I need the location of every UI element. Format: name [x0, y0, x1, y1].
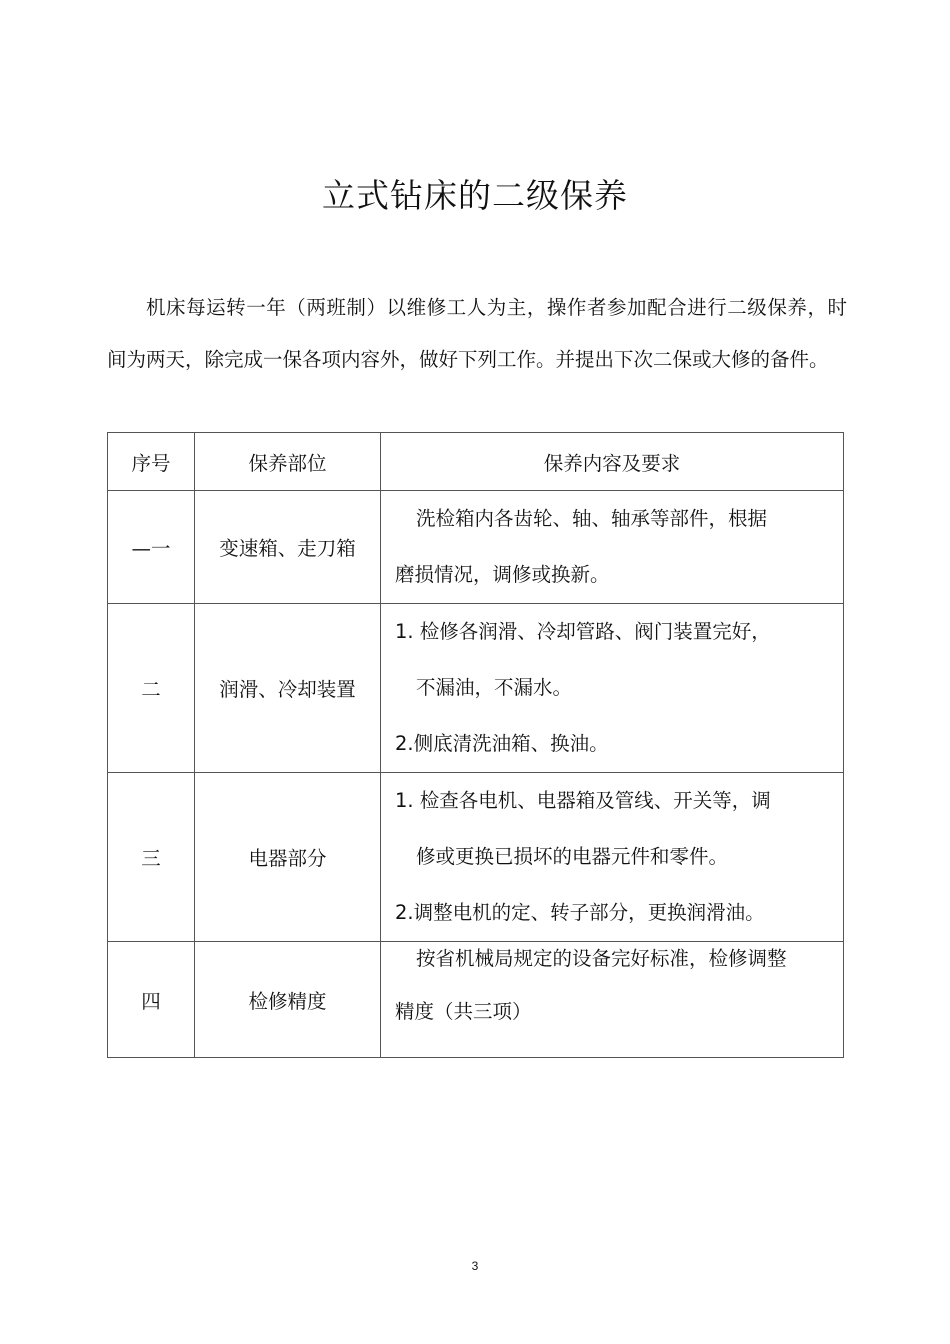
row-content	[381, 942, 844, 1058]
content-line: 1. 检查各电机、电器箱及管线、开关等，调	[395, 789, 771, 812]
intro-paragraph: 机床每运转一年（两班制）以维修工人为主，操作者参加配合进行二级保养，时间为两天，除完成一保各项内容外，做好下列工作。并提出下次二保或大修的备件。	[107, 296, 847, 371]
row-part: 检修精度	[195, 942, 381, 1058]
content-line: 精度（共三项）	[395, 1000, 532, 1023]
content-line: 磨损情况，调修或换新。	[395, 563, 610, 586]
table-row	[108, 773, 844, 942]
row-content	[381, 604, 844, 773]
content-line: 2.侧底清洗油箱、换油。	[395, 732, 609, 755]
content-line: 洗检箱内各齿轮、轴、轴承等部件，根据	[416, 507, 768, 530]
page-number: 3	[471, 1259, 479, 1273]
row-content	[381, 491, 844, 604]
content-line: 不漏油，不漏水。	[416, 676, 573, 699]
table-row	[108, 604, 844, 773]
document-title: 立式钻床的二级保养	[322, 176, 628, 215]
maintenance-table	[107, 432, 844, 1058]
row-number: 三	[108, 773, 195, 942]
header-part: 保养部位	[195, 433, 381, 491]
content-line: 2.调整电机的定、转子部分，更换润滑油。	[395, 901, 765, 924]
content-line: 1. 检修各润滑、冷却管路、阀门装置完好，	[395, 620, 771, 643]
table-row	[108, 491, 844, 604]
header-content: 保养内容及要求	[381, 433, 844, 491]
row-number: 四	[108, 942, 195, 1058]
content-line: 按省机械局规定的设备完好标准，检修调整	[416, 947, 787, 970]
header-number: 序号	[108, 433, 195, 491]
content-line: 修或更换已损坏的电器元件和零件。	[416, 845, 729, 868]
row-part: 电器部分	[195, 773, 381, 942]
table-header-row	[108, 433, 844, 491]
row-part: 润滑、冷却装置	[195, 604, 381, 773]
table-row	[108, 942, 844, 1058]
row-content	[381, 773, 844, 942]
row-number: 二	[108, 604, 195, 773]
row-number: —一	[108, 491, 195, 604]
row-part: 变速箱、走刀箱	[195, 491, 381, 604]
